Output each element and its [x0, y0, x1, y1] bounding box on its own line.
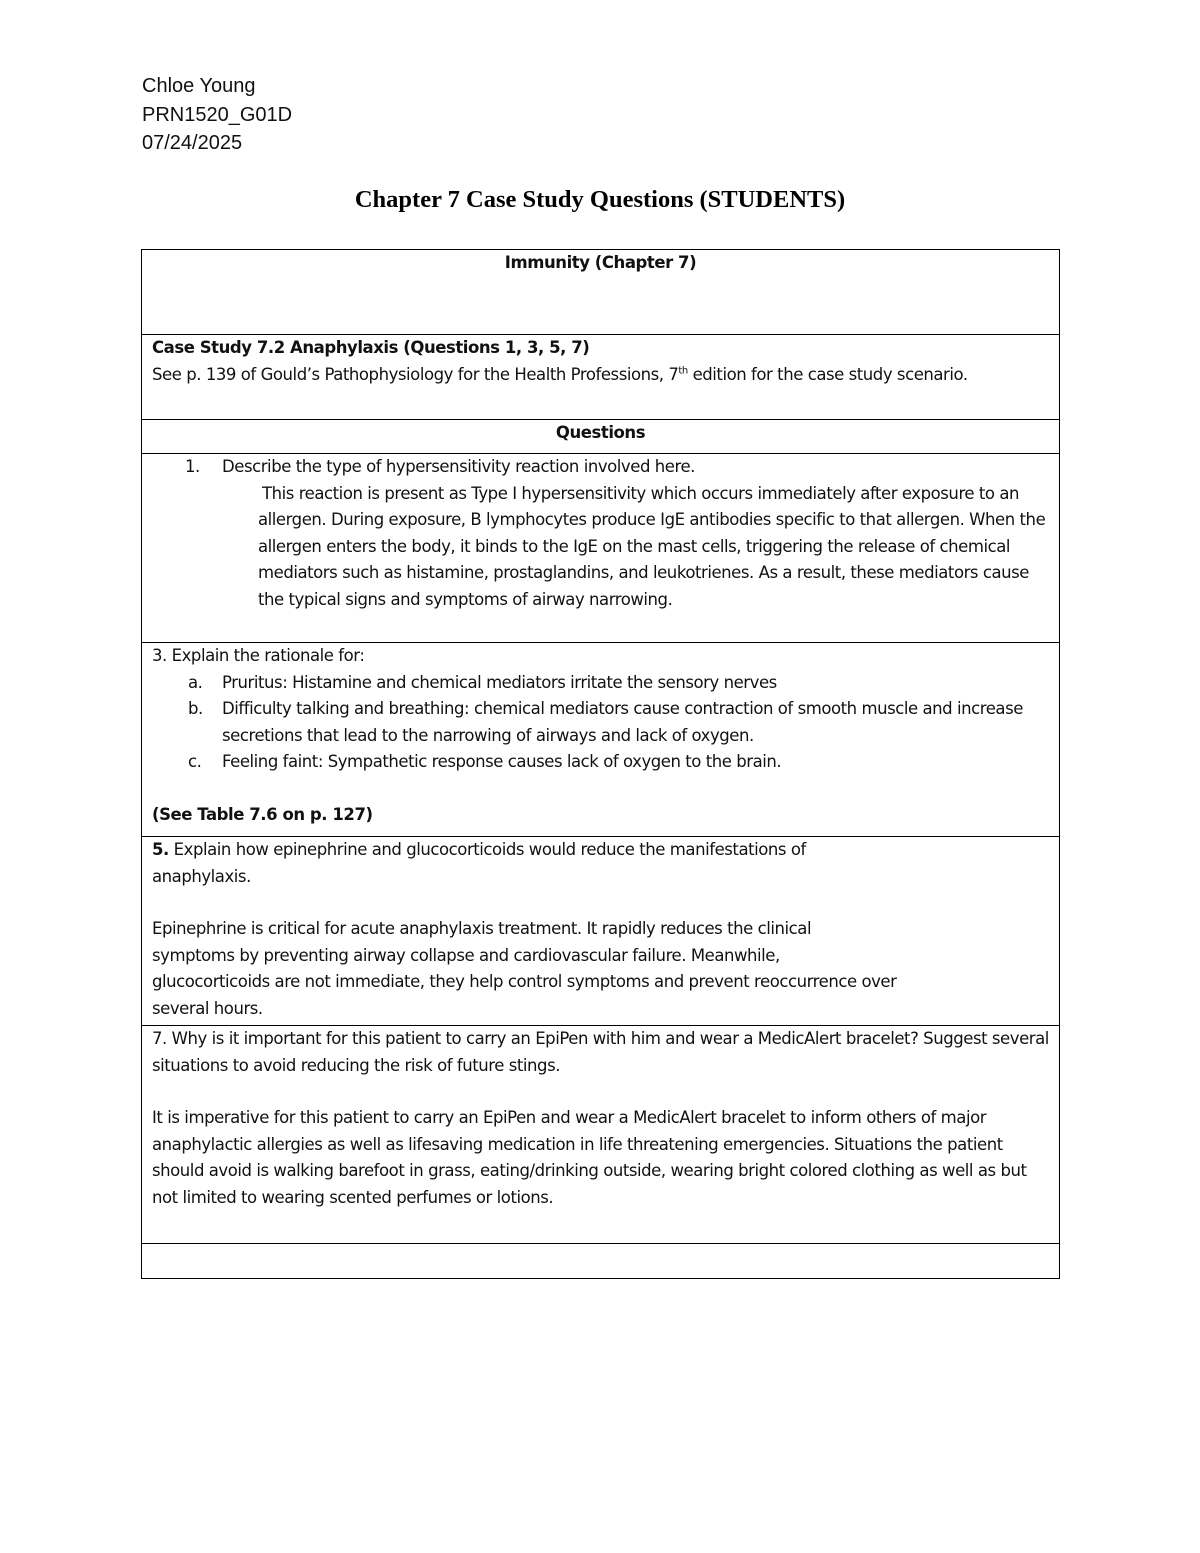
item-c-text: Feeling faint: Sympathetic response causes lack of oxygen to the brain.: [222, 752, 782, 771]
item-c-letter: c.: [188, 752, 202, 771]
question-5-line: [152, 837, 897, 890]
question-5-row: [142, 837, 1060, 1026]
question-3-item-b: [152, 696, 1049, 749]
student-name: Chloe Young: [142, 75, 256, 97]
question-1-line: [152, 454, 1049, 481]
empty-row: [142, 1244, 1060, 1279]
question-7-text: Why is it important for this patient to carry an EpiPen with him and wear a MedicAlert bracelet? Suggest several situations to avoid reducing the risk of future stings.: [152, 1029, 1049, 1075]
case-intro-row: [142, 335, 1060, 420]
question-5-cell: [142, 837, 1060, 1026]
page-title: Chapter 7 Case Study Questions (STUDENTS): [354, 186, 846, 213]
item-a-text: Pruritus: Histamine and chemical mediators irritate the sensory nerves: [222, 672, 777, 692]
question-7-cell: [142, 1026, 1060, 1244]
case-title: Case Study 7.2 Anaphylaxis (Questions 1, 3, 5, 7): [152, 338, 590, 357]
student-header: [142, 72, 292, 158]
case-reference-text: See p. 139 of Gould’s Pathophysiology for the Health Professions, 7: [152, 364, 679, 384]
question-3-item-a: [152, 670, 1049, 697]
item-b-letter: b.: [188, 699, 203, 718]
case-reference-text-end: edition for the case study scenario.: [687, 364, 968, 384]
question-1-cell: [142, 454, 1060, 643]
spacer: [152, 890, 1049, 916]
questions-header: Questions: [142, 420, 1060, 454]
case-reference: [152, 362, 1049, 389]
table-heading-row: [142, 250, 1060, 335]
question-3-cell: [142, 643, 1060, 837]
spacer: [152, 776, 1049, 802]
question-7-answer: It is imperative for this patient to carry an EpiPen and wear a MedicAlert bracelet to inform others of major anaphylactic allergies as well as lifesaving medication in life threatening emergencies. Situations the patient should avoid is walking barefoot in grass, eating/drinking outside, wearing bright colored clothing as well as but not limited to wearing scented perfumes or lotions.: [152, 1108, 1027, 1207]
case-study-table: [141, 249, 1060, 1279]
case-reference-superscript: th: [678, 365, 688, 376]
questions-header-row: [142, 420, 1060, 454]
question-5-answer: Epinephrine is critical for acute anaphylaxis treatment. It rapidly reduces the clinical symptoms by preventing airway collapse and cardiovascular failure. Meanwhile, glucocorticoids are not immediate, they help control symptoms and prevent reoccurrence over several hours.: [152, 919, 897, 1018]
question-3-text: Explain the rationale for:: [166, 646, 365, 665]
question-5-number: 5.: [152, 840, 169, 859]
question-1-answer: This reaction is present as Type I hypersensitivity which occurs immediately after exposure to an allergen. During exposure, B lymphocytes produce IgE antibodies specific to that allergen. When the allergen enters the body, it binds to the IgE on the mast cells, triggering the release of chemical mediators such as histamine, prostaglandins, and leukotrienes. As a result, these mediators cause the typical signs and symptoms of airway narrowing.: [258, 483, 1046, 609]
question-5-text: Explain how epinephrine and glucocorticoids would reduce the manifestations of anaphylaxis.: [152, 840, 806, 886]
question-7-line: [152, 1026, 1049, 1079]
submission-date: 07/24/2025: [142, 132, 243, 154]
empty-cell: [142, 1244, 1060, 1279]
question-3-line: [152, 643, 1049, 670]
question-1-number: 1.: [185, 457, 200, 476]
item-a-letter: a.: [188, 672, 203, 692]
question-3-note: (See Table 7.6 on p. 127): [152, 804, 373, 824]
item-b-text: Difficulty talking and breathing: chemical mediators cause contraction of smooth muscle and increase secretions that lead to the narrowing of airways and lack of oxygen.: [222, 699, 1023, 745]
question-7-number: 7.: [152, 1029, 167, 1048]
spacer: [152, 1079, 1049, 1105]
course-code: PRN1520_G01D: [142, 103, 293, 126]
question-1-row: [142, 454, 1060, 643]
question-1-text: Describe the type of hypersensitivity reaction involved here.: [222, 457, 695, 476]
question-3-number: 3.: [152, 646, 167, 665]
question-3-row: [142, 643, 1060, 837]
question-7-row: [142, 1026, 1060, 1244]
table-heading: Immunity (Chapter 7): [142, 250, 1060, 335]
question-3-item-c: [152, 749, 1049, 776]
case-intro-cell: [142, 335, 1060, 420]
